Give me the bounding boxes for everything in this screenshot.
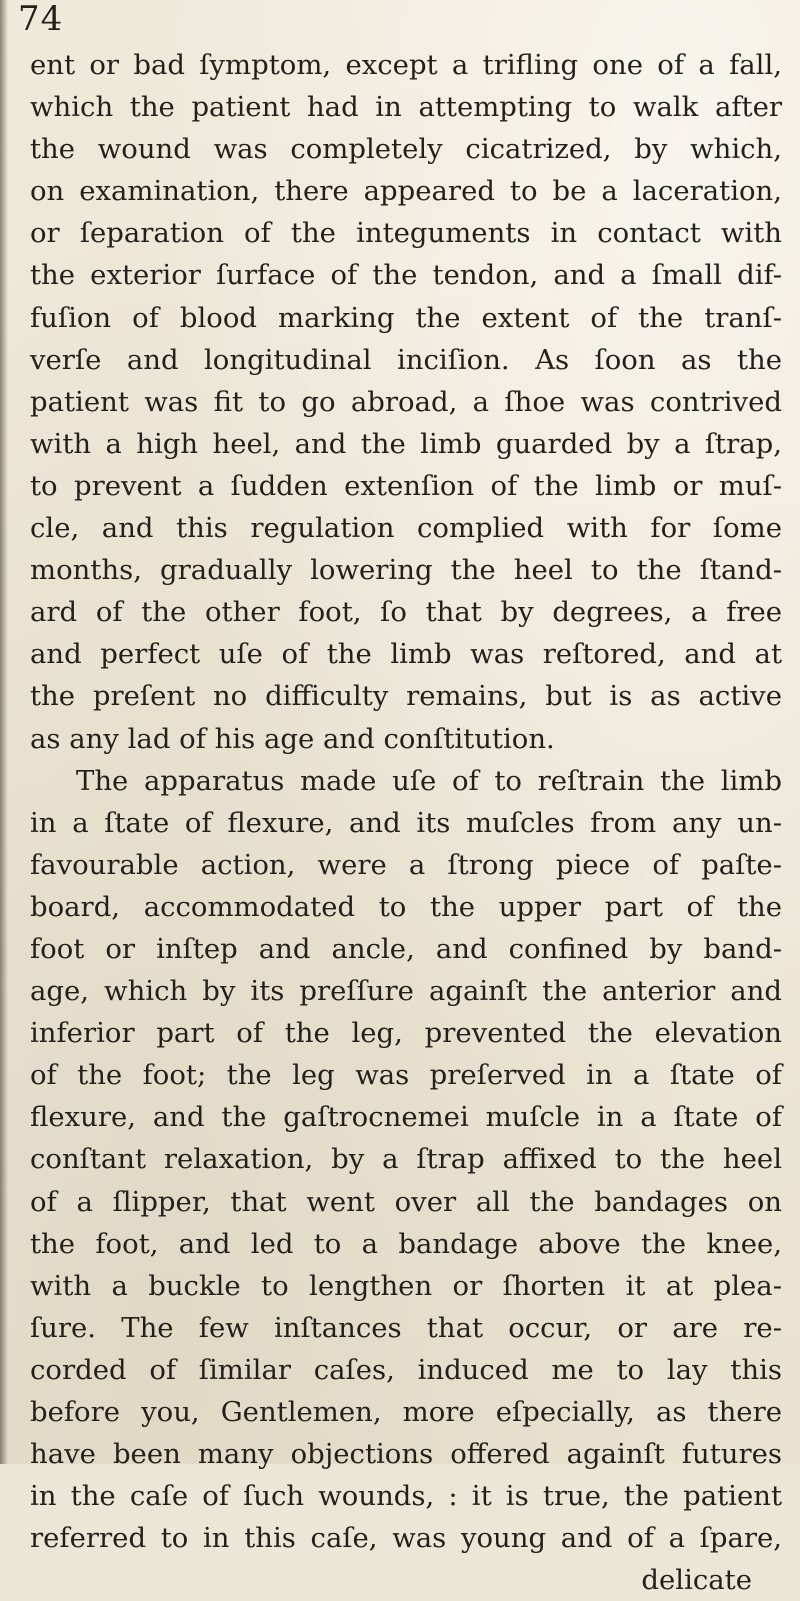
catchword: delicate [641,1564,752,1597]
text-line: the exterior ſurface of the tendon, and a ſmall dif- [30,259,782,292]
text-line: conſtant relaxation, by a ſtrap affixed to the heel [30,1143,782,1176]
text-line: or ſeparation of the integuments in contact with [30,217,782,250]
text-line: and perfect uſe of the limb was reſtored, and at [30,638,782,671]
text-line: ſure. The few inſtances that occur, or are re- [30,1311,782,1344]
text-line: before you, Gentlemen, more eſpecially, as there [30,1396,782,1428]
text-line: of the foot; the leg was preſerved in a ſtate of [30,1059,782,1092]
text-line: with a high heel, and the limb guarded by a ſtrap, [30,427,782,460]
text-line: of a ſlipper, that went over all the bandages on [30,1185,782,1218]
text-line: ent or bad ſymptom, except a trifling one of a fall, [30,49,782,81]
text-line: the wound was completely cicatrized, by which, [30,133,782,166]
text-line: the preſent no difficulty remains, but is as active [30,680,782,713]
body-text [30,44,782,1601]
text-line: corded of ſimilar caſes, induced me to lay this [30,1353,782,1386]
text-line: foot or inſtep and ancle, and confined by band- [30,932,782,965]
text-line: inferior part of the leg, prevented the elevation [30,1017,782,1050]
text-line: to prevent a ſudden extenſion of the limb or muſ- [30,469,782,502]
paragraph-end-line: as any lad of his age and conſtitution. [30,722,555,755]
page-number: 74 [18,0,64,39]
text-line: flexure, and the gaſtrocnemei muſcle in a ſtate of [30,1101,782,1134]
text-line: the foot, and led to a bandage above the knee, [30,1227,782,1260]
text-line: ard of the other foot, ſo that by degrees, a free [30,596,782,629]
text-line: in the caſe of ſuch wounds, : it is true, the patient [30,1480,782,1513]
text-line: favourable action, were a ſtrong piece of paſte- [30,848,782,881]
text-line: patient was fit to go abroad, a ſhoe was contrived [30,385,782,418]
text-line: have been many objections offered againſt futures [30,1438,782,1471]
text-line: age, which by its preſſure againſt the anterior and [30,975,782,1008]
text-line: board, accommodated to the upper part of the [30,890,782,923]
page-gutter-shadow [0,0,8,1464]
text-line: fuſion of blood marking the extent of the tranſ- [30,301,782,334]
text-line: verſe and longitudinal inciſion. As ſoon as the [30,343,782,376]
text-line: on examination, there appeared to be a laceration, [30,175,782,208]
paragraph-start-line: The apparatus made uſe of to reſtrain the limb [76,764,782,797]
text-line: which the patient had in attempting to walk after [30,91,782,124]
text-line: referred to in this caſe, was young and of a ſpare, [30,1522,782,1555]
text-line: months, gradually lowering the heel to the ſtand- [30,554,782,587]
text-line: in a ſtate of flexure, and its muſcles from any un- [30,806,782,839]
text-line: cle, and this regulation complied with for ſome [30,512,782,545]
text-line: with a buckle to lengthen or ſhorten it at plea- [30,1269,782,1302]
